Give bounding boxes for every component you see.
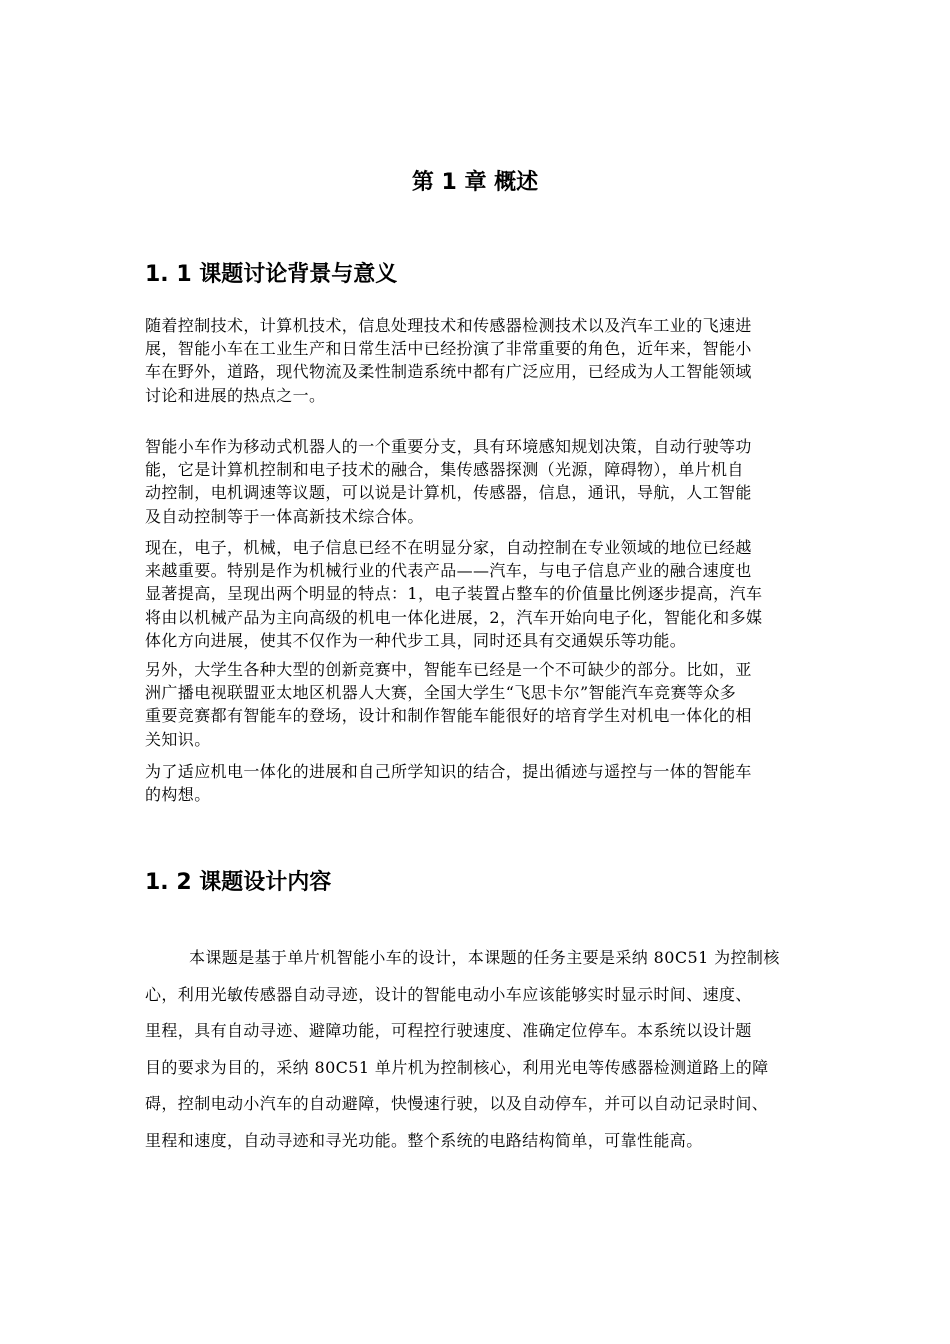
paragraph-design-content xyxy=(145,944,780,1163)
paragraph-line: 里程和速度，自动寻迹和寻光功能。整个系统的电路结构简单，可靠性能高。 xyxy=(145,1130,703,1150)
paragraph-background-4 xyxy=(145,658,752,751)
section-heading-1-2: 1. 2 课题设计内容 xyxy=(145,870,332,895)
paragraph-line: 随着控制技术，计算机技术，信息处理技术和传感器检测技术以及汽车工业的飞速进 xyxy=(145,316,752,335)
paragraph-line: 能，它是计算机控制和电子技术的融合，集传感器探测（光源，障碍物），单片机自 xyxy=(145,460,744,480)
paragraph-line: 来越重要。特别是作为机械行业的代表产品——汽车，与电子信息产业的融合速度也 xyxy=(145,561,752,581)
paragraph-line: 心，利用光敏传感器自动寻迹，设计的智能电动小车应该能够实时显示时间、速度、 xyxy=(145,984,752,1004)
paragraph-line: 另外，大学生各种大型的创新竞赛中，智能车已经是一个不可缺少的部分。比如，亚 xyxy=(145,660,752,679)
paragraph-line: 显著提高，呈现出两个明显的特点：1，电子装置占整车的价值量比例逐步提高，汽车 xyxy=(145,584,763,604)
paragraph-line: 讨论和进展的热点之一。 xyxy=(145,385,326,405)
paragraph-background-5 xyxy=(145,760,752,806)
paragraph-line: 智能小车作为移动式机器人的一个重要分支，具有环境感知规划决策，自动行驶等功 xyxy=(145,437,752,456)
paragraph-line: 将由以机械产品为主向高级的机电一体化进展，2，汽车开始向电子化，智能化和多媒 xyxy=(145,607,763,627)
paragraph-background-3 xyxy=(145,536,762,652)
paragraph-line: 本课题是基于单片机智能小车的设计，本课题的任务主要是采纳 80C51 为控制核 xyxy=(189,948,780,967)
paragraph-line: 展，智能小车在工业生产和日常生活中已经扮演了非常重要的角色，近年来，智能小 xyxy=(145,339,752,359)
paragraph-background-2 xyxy=(145,435,752,528)
paragraph-line: 的构想。 xyxy=(145,785,211,805)
paragraph-line: 里程，具有自动寻迹、避障功能，可程控行驶速度、准确定位停车。本系统以设计题 xyxy=(145,1021,752,1040)
paragraph-line: 车在野外，道路，现代物流及柔性制造系统中都有广泛应用，已经成为人工智能领域 xyxy=(145,362,752,382)
paragraph-line: 目的要求为目的，采纳 80C51 单片机为控制核心，利用光电等传感器检测道路上的障 xyxy=(145,1057,769,1077)
paragraph-background-1 xyxy=(145,314,752,407)
paragraph-line: 洲广播电视联盟亚太地区机器人大赛，全国大学生“飞思卡尔”智能汽车竞赛等众多 xyxy=(145,683,737,703)
paragraph-line: 碍，控制电动小汽车的自动避障，快慢速行驶，以及自动停车，并可以自动记录时间、 xyxy=(145,1094,769,1113)
paragraph-line: 及自动控制等于一体高新技术综合体。 xyxy=(145,506,424,526)
paragraph-line: 体化方向进展，使其不仅作为一种代步工具，同时还具有交通娱乐等功能。 xyxy=(145,630,687,650)
paragraph-line: 关知识。 xyxy=(145,729,211,749)
paragraph-line: 动控制，电机调速等议题，可以说是计算机，传感器，信息，通讯，导航，人工智能 xyxy=(145,483,752,503)
section-heading-1-1: 1. 1 课题讨论背景与意义 xyxy=(145,262,398,287)
chapter-title: 第 1 章 概述 xyxy=(411,170,539,195)
paragraph-line: 为了适应机电一体化的进展和自己所学知识的结合，提出循迹与遥控与一体的智能车 xyxy=(145,762,752,781)
paragraph-line: 现在，电子，机械，电子信息已经不在明显分家，自动控制在专业领域的地位已经越 xyxy=(145,538,752,557)
paragraph-line: 重要竞赛都有智能车的登场，设计和制作智能车能很好的培育学生对机电一体化的相 xyxy=(145,706,752,726)
